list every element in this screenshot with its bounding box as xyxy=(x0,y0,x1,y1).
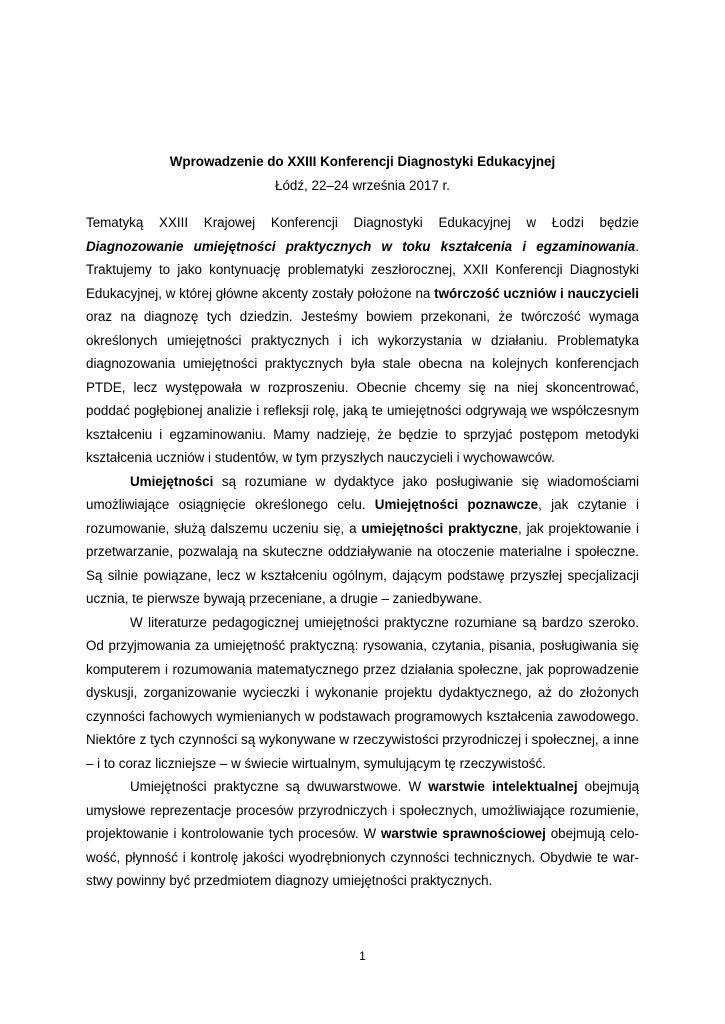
text-span: Tematyką XXIII Krajowej Konferencji Diagnostyki Edukacyjnej w Łodzi będzie xyxy=(86,215,639,230)
paragraph-two-layers xyxy=(86,775,639,893)
text-span: , jak projektowanie i przetwarzanie, pozwalają na skuteczne oddziaływanie na otoczenie materialne i społeczne. Są silnie powiązane, lecz w kształceniu ogólnym, dającym podstawę przyszłej specjalizacji ucznia, te pierwsze bywają przeceniane, a drugie – zaniedbywane. xyxy=(86,520,639,606)
paragraph-literature xyxy=(86,611,639,776)
emphasis-creativity: twórczość uczniów i nauczycieli xyxy=(434,285,639,301)
text-span: Umiejętności praktyczne są dwuwarstwowe. W xyxy=(130,779,429,794)
term-skills: Umiejętności xyxy=(130,473,214,489)
paragraph-skills-definition xyxy=(86,470,639,611)
text-span: oraz na diagnozę tych dziedzin. Jesteśmy bowiem przekonani, że twórczość wymaga określonych umiejętności praktycznych i ich wykorzystania w działaniu. Problematyka diagnozowania umiejętności praktycznych była stale obecna na kolejnych konferencjach PTDE, lecz występowała w rozproszeniu. Obecnie chcemy się na niej skoncentrować, poddać pogłębionej analizie i refleksji rolę, jaką te umiejętności odgrywają we współczesnym kształceniu i egzaminowaniu. Mamy nadzieję, że będzie to sprzyjać postępom metodyki kształcenia uczniów i studentów, w tym przyszłych nauczycieli i wychowawców. xyxy=(86,309,639,465)
term-practical-skills: umiejętności praktyczne xyxy=(361,520,519,536)
document-body xyxy=(86,211,639,893)
emphasis-topic: Diagnozowanie umiejętności praktycznych w toku kształcenia i egzaminowania xyxy=(86,238,636,254)
paragraph-intro xyxy=(86,211,639,470)
text-span: obejmują celowość, płynność i kontrolę jakości wyodrębnionych czynności technicznych. Obydwie te warstwy powinny być przedmiotem diagnozy umiejętności praktycznych. xyxy=(86,826,639,888)
term-skill-layer: warstwie sprawnościowej xyxy=(380,826,546,841)
term-intellectual-layer: warstwie intelektualnej xyxy=(428,779,578,794)
term-cognitive-skills: Umiejętności poznawcze xyxy=(374,497,539,512)
text-span: obejmują umysłowe reprezentacje procesów przyrodniczych i społecznych, umożliwiające rozumienie, projektowanie i kontrolowanie tych procesów. W xyxy=(86,779,640,841)
document-subtitle: Łódź, 22–24 września 2017 r. xyxy=(275,178,450,193)
text-span: W literaturze pedagogicznej umiejętności praktyczne rozumiane są bardzo szeroko. Od przyjmowania za umiejętność praktyczną: rysowania, czytania, pisania, posługiwania się komputerem i rozumowania matematycznego przez działania społeczne, jak poprowadzenie dyskusji, zorganizowanie wycieczki i wykonanie projektu dydaktycznego, aż do złożonych czynności fachowych wymienianych w podstawach programowych kształcenia zawodowego. Niektóre z tych czynności są wykonywane w rzeczywistości przyrodniczej i społecznej, a inne – i to coraz liczniejsze – w świecie wirtualnym, symulującym tę rzeczywistość. xyxy=(86,614,639,771)
text-span: są rozumiane w dydaktyce jako posługiwanie się wiadomościami umożliwiające osiągnięcie określonego celu. xyxy=(86,473,639,512)
page-number: 1 xyxy=(359,949,366,963)
text-span: , jak czytanie i rozumowanie, służą dalszemu uczeniu się, a xyxy=(86,497,639,536)
text-span: . Traktujemy to jako kontynuację problematyki zeszłorocznej, XXII Konferencji Diagnostyki Edukacyjnej, w której główne akcenty zostały położone na xyxy=(86,238,639,301)
document-title: Wprowadzenie do XXIII Konferencji Diagnostyki Edukacyjnej xyxy=(169,154,556,169)
